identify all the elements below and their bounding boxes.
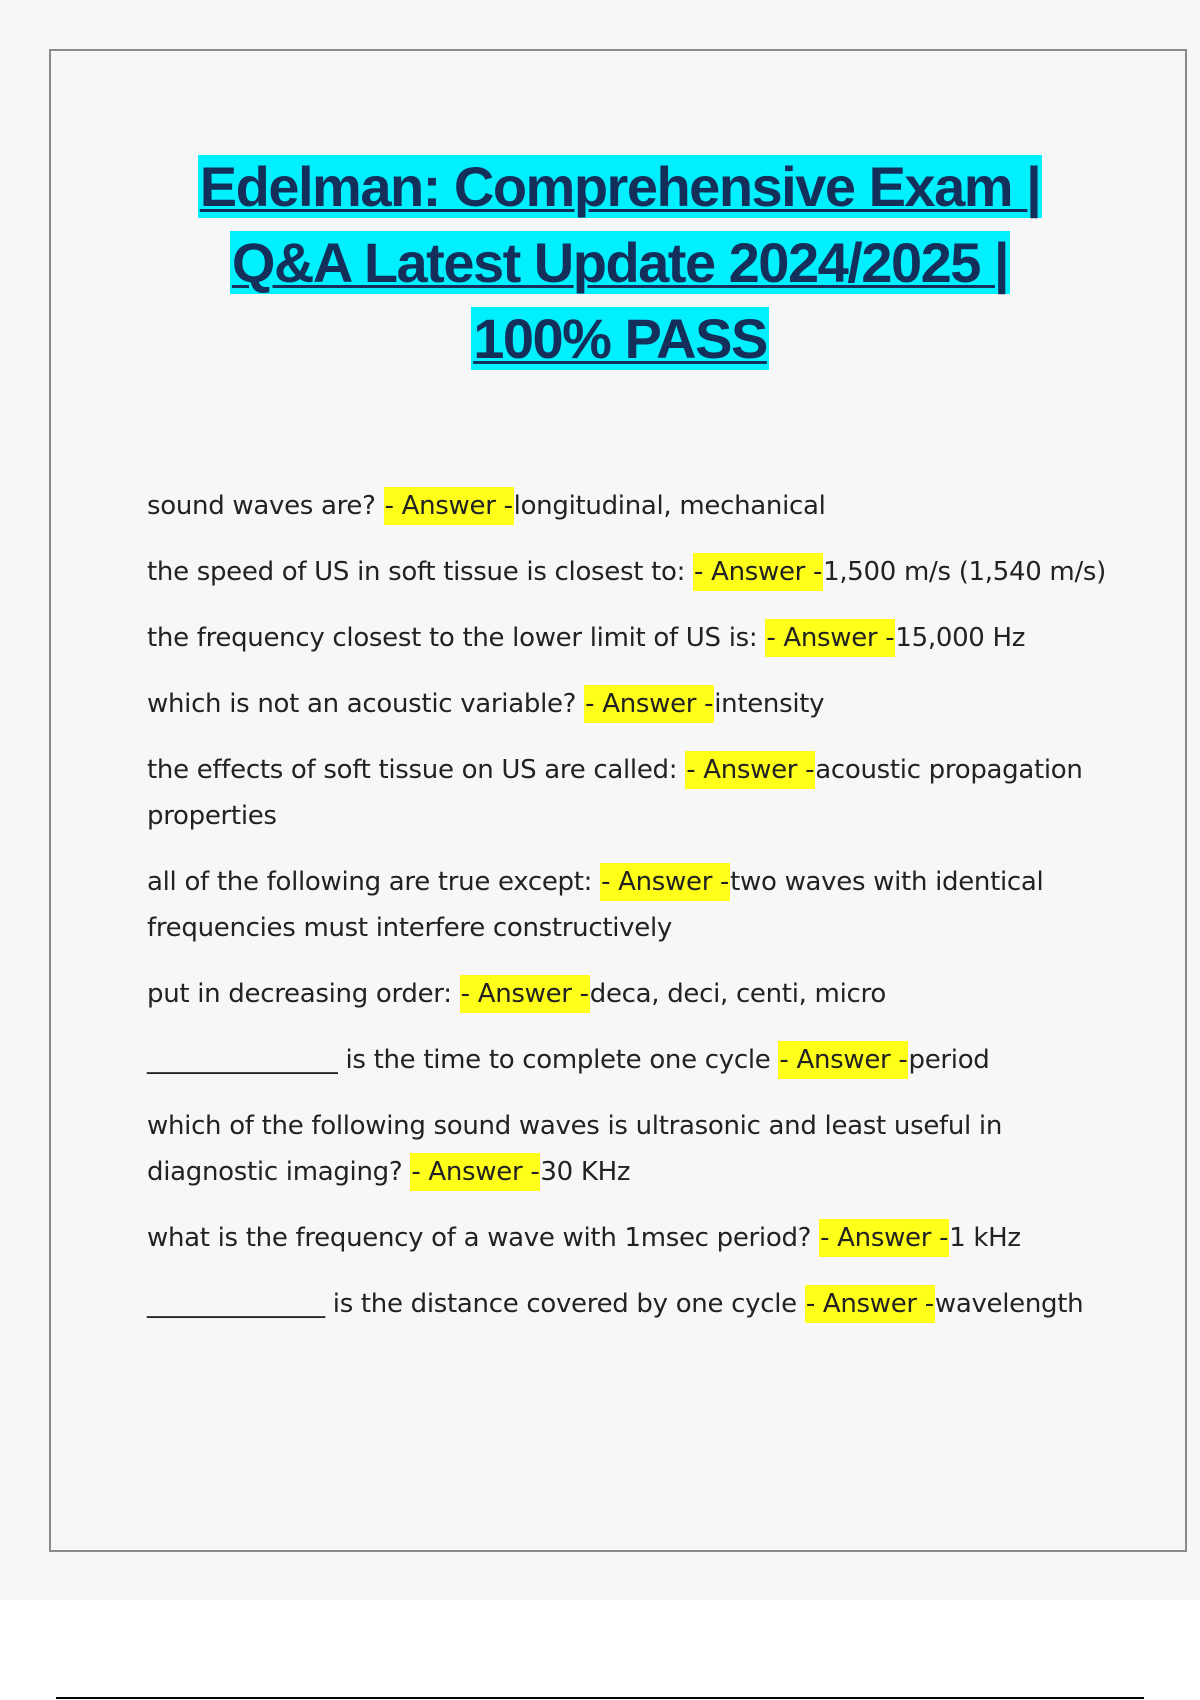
answer-text: 30 KHz: [540, 1157, 631, 1187]
bottom-divider: [56, 1697, 1144, 1699]
qa-item: [147, 971, 1137, 1017]
answer-marker: - Answer -: [600, 863, 730, 901]
title-line-1: Edelman: Comprehensive Exam |: [199, 155, 1041, 218]
answer-text: two waves with identical frequencies must interfere constructively: [147, 867, 1044, 943]
qa-item: [147, 1037, 1137, 1083]
answer-marker: - Answer -: [384, 487, 514, 525]
answer-text: 1 kHz: [949, 1223, 1021, 1253]
qa-item: [147, 549, 1137, 595]
question-text: the speed of US in soft tissue is closest to:: [147, 557, 694, 587]
qa-item: [147, 1215, 1137, 1261]
document-frame: [49, 49, 1187, 1552]
qa-item: [147, 1281, 1137, 1327]
question-text: which is not an acoustic variable?: [147, 689, 585, 719]
qa-item: [147, 747, 1137, 839]
answer-marker: - Answer -: [584, 685, 714, 723]
answer-text: acoustic propagation properties: [147, 755, 1083, 831]
qa-item: [147, 681, 1137, 727]
answer-marker: - Answer -: [765, 619, 895, 657]
qa-item: [147, 483, 1137, 529]
answer-text: longitudinal, mechanical: [513, 491, 826, 521]
question-text: put in decreasing order:: [147, 979, 460, 1009]
answer-marker: - Answer -: [685, 751, 815, 789]
question-text: which of the following sound waves is ultrasonic and least useful in diagnostic imaging?: [147, 1111, 1003, 1187]
answer-text: deca, deci, centi, micro: [589, 979, 886, 1009]
title-line-2: Q&A Latest Update 2024/2025 |: [231, 231, 1009, 294]
question-text: ______________ is the distance covered by one cycle: [147, 1289, 805, 1319]
title-line-3: 100% PASS: [473, 307, 767, 370]
document-title: [51, 149, 1189, 377]
answer-marker: - Answer -: [460, 975, 590, 1013]
question-text: _______________ is the time to complete one cycle: [147, 1045, 779, 1075]
question-text: sound waves are?: [147, 491, 384, 521]
answer-text: period: [908, 1045, 990, 1075]
answer-text: intensity: [714, 689, 825, 719]
question-text: the frequency closest to the lower limit of US is:: [147, 623, 766, 653]
qa-item: [147, 859, 1137, 951]
qa-item: [147, 1103, 1137, 1195]
answer-marker: - Answer -: [693, 553, 823, 591]
answer-marker: - Answer -: [805, 1285, 935, 1323]
answer-marker: - Answer -: [819, 1219, 949, 1257]
qa-list: [147, 483, 1137, 1347]
answer-text: 15,000 Hz: [895, 623, 1026, 653]
answer-text: wavelength: [934, 1289, 1084, 1319]
answer-text: 1,500 m/s (1,540 m/s): [823, 557, 1107, 587]
question-text: what is the frequency of a wave with 1msec period?: [147, 1223, 820, 1253]
qa-item: [147, 615, 1137, 661]
answer-marker: - Answer -: [410, 1153, 540, 1191]
question-text: all of the following are true except:: [147, 867, 601, 897]
question-text: the effects of soft tissue on US are called:: [147, 755, 686, 785]
answer-marker: - Answer -: [778, 1041, 908, 1079]
